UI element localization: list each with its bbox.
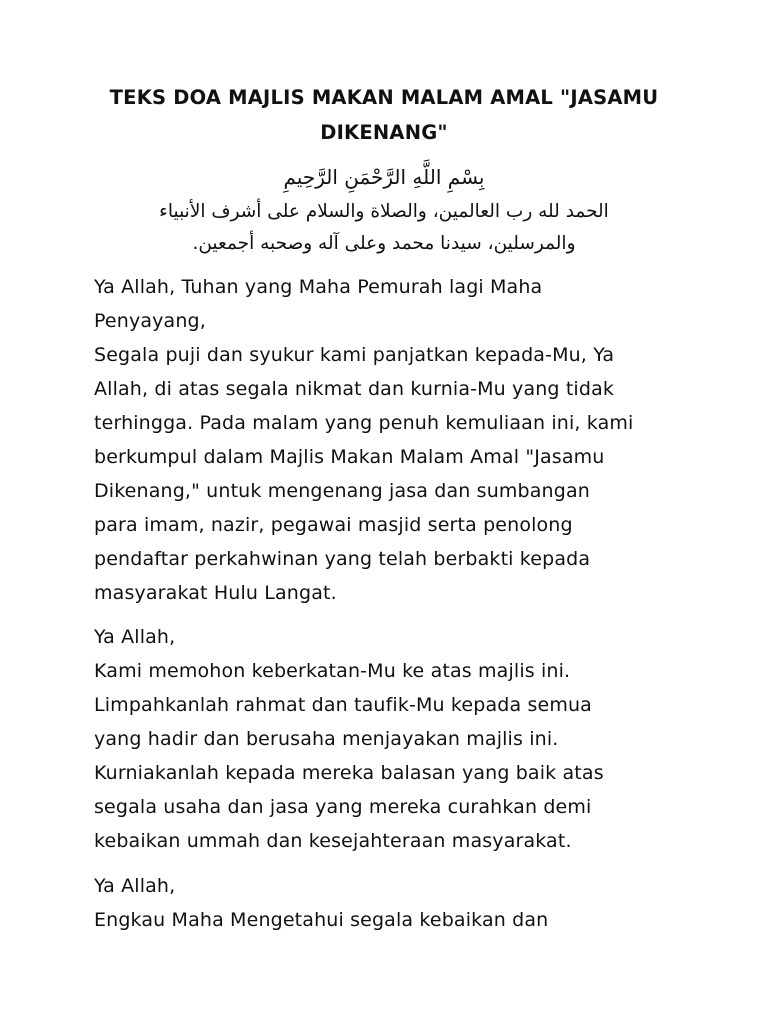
paragraph-2: Ya Allah, Kami memohon keberkatan-Mu ke atas majlis ini. Limpahkanlah rahmat dan taufik-Mu kepada semua yang hadir dan berusaha menjayakan majlis ini. Kurniakanlah kepada mereka balasan yang baik atas segala usaha dan jasa yang mereka curahkan demi kebaikan ummah dan kesejahteraan masyarakat. [94, 626, 604, 852]
document-title: TEKS DOA MAJLIS MAKAN MALAM AMAL "JASAMU DIKENANG" [109, 86, 659, 144]
paragraph-1: Ya Allah, Tuhan yang Maha Pemurah lagi Maha Penyayang, Segala puji dan syukur kami panjatkan kepada-Mu, Ya Allah, di atas segala nikmat dan kurnia-Mu yang tidak terhingga. Pada malam yang penuh kemuliaan ini, kami berkumpul dalam Majlis Makan Malam Amal "Jasamu Dikenang," untuk mengenang jasa dan sumbangan para imam, nazir, pegawai masjid serta penolong pendaftar perkahwinan yang telah berbakti kepada masyarakat Hulu Langat. [94, 276, 634, 604]
arabic-opening-line-2: والمرسلين، سيدنا محمد وعلى آله وصحبه أجمعين. [192, 233, 576, 254]
basmala: بِسْمِ اللَّهِ الرَّحْمَنِ الرَّحِيمِ [283, 165, 485, 189]
arabic-opening-line-1: الحمد لله رب العالمين، والصلاة والسلام على أشرف الأنبياء [159, 201, 609, 222]
paragraph-3: Ya Allah, Engkau Maha Mengetahui segala kebaikan dan [94, 875, 549, 931]
